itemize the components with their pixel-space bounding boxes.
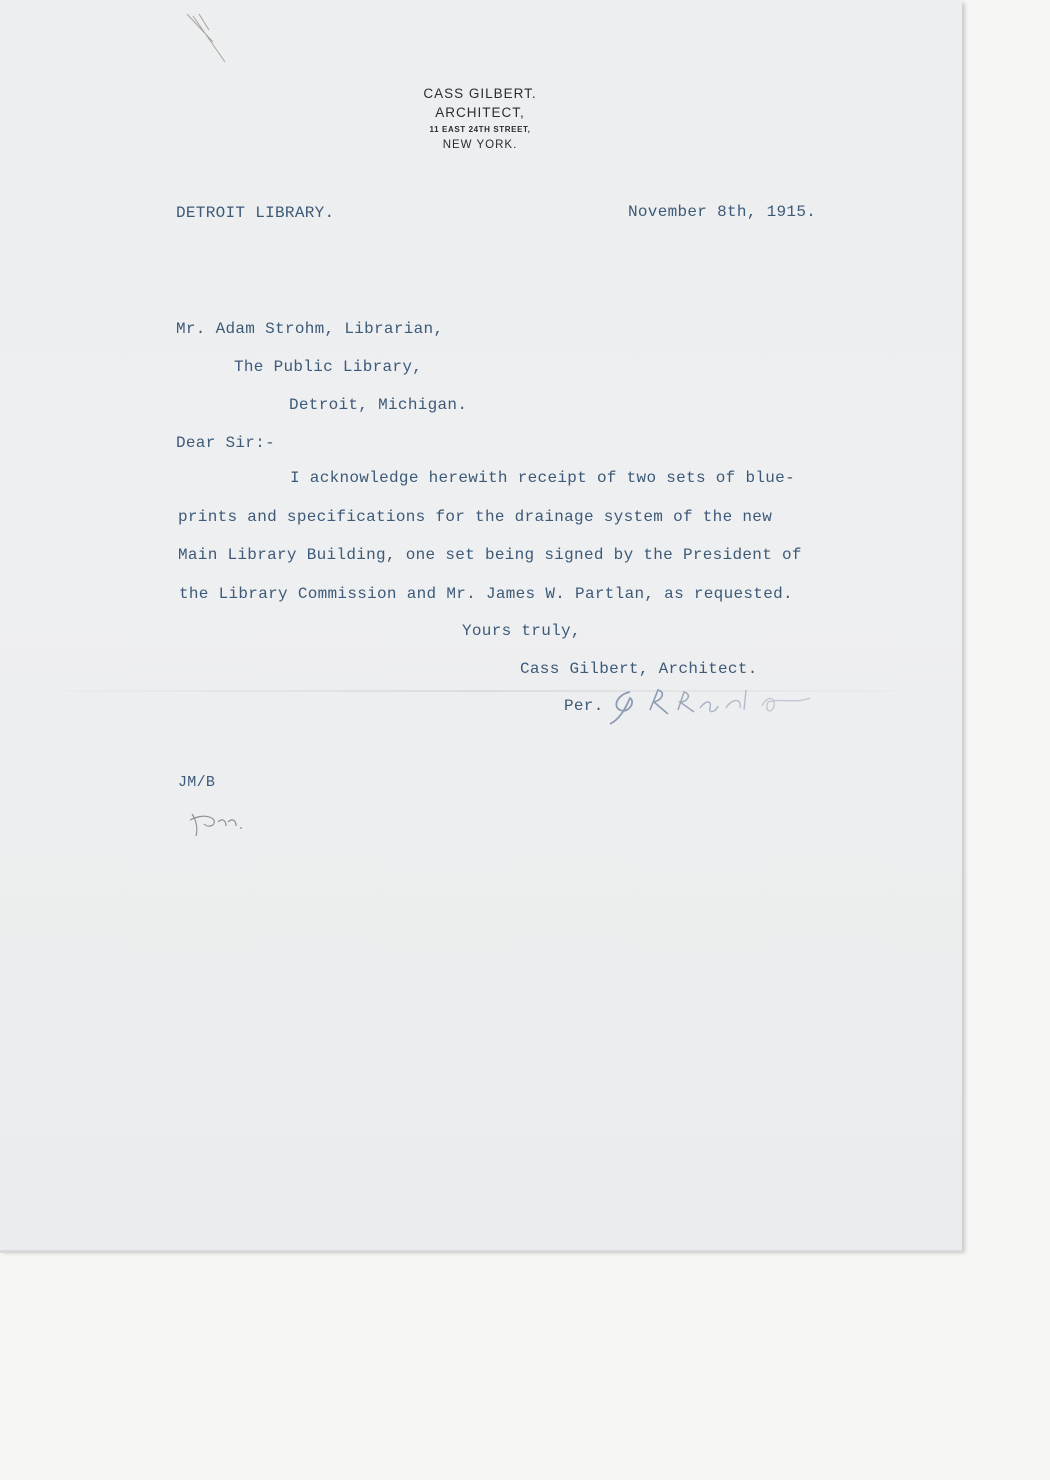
letterhead-title: ARCHITECT, bbox=[435, 105, 525, 120]
pencil-mark-icon bbox=[185, 12, 235, 72]
signatory: Cass Gilbert, Architect. bbox=[520, 660, 758, 678]
body-line-2: prints and specifications for the drainage system of the new bbox=[178, 508, 773, 526]
letterhead-name: CASS GILBERT. bbox=[423, 86, 537, 101]
letter-date: November 8th, 1915. bbox=[628, 203, 817, 221]
body-line-3: Main Library Building, one set being signed by the President of bbox=[178, 546, 802, 564]
recipient-line-3: Detroit, Michigan. bbox=[289, 396, 468, 414]
typist-initials: JM/B bbox=[178, 774, 216, 791]
salutation: Dear Sir:- bbox=[176, 434, 276, 452]
handwritten-initials bbox=[186, 806, 256, 840]
letterhead-address: 11 EAST 24TH STREET, bbox=[429, 125, 531, 134]
recipient-line-1: Mr. Adam Strohm, Librarian, bbox=[176, 320, 444, 338]
signature bbox=[600, 684, 820, 728]
sheet-bottom-edge bbox=[0, 1250, 962, 1253]
subject-line: DETROIT LIBRARY. bbox=[176, 204, 335, 222]
letterhead-city: NEW YORK. bbox=[442, 139, 518, 151]
per-label: Per. bbox=[564, 697, 604, 715]
closing: Yours truly, bbox=[462, 622, 581, 640]
letterhead bbox=[370, 84, 590, 154]
body-line-4: the Library Commission and Mr. James W. Partlan, as requested. bbox=[179, 585, 793, 603]
body-line-1: I acknowledge herewith receipt of two sets of blue- bbox=[290, 469, 795, 487]
recipient-line-2: The Public Library, bbox=[234, 358, 423, 376]
